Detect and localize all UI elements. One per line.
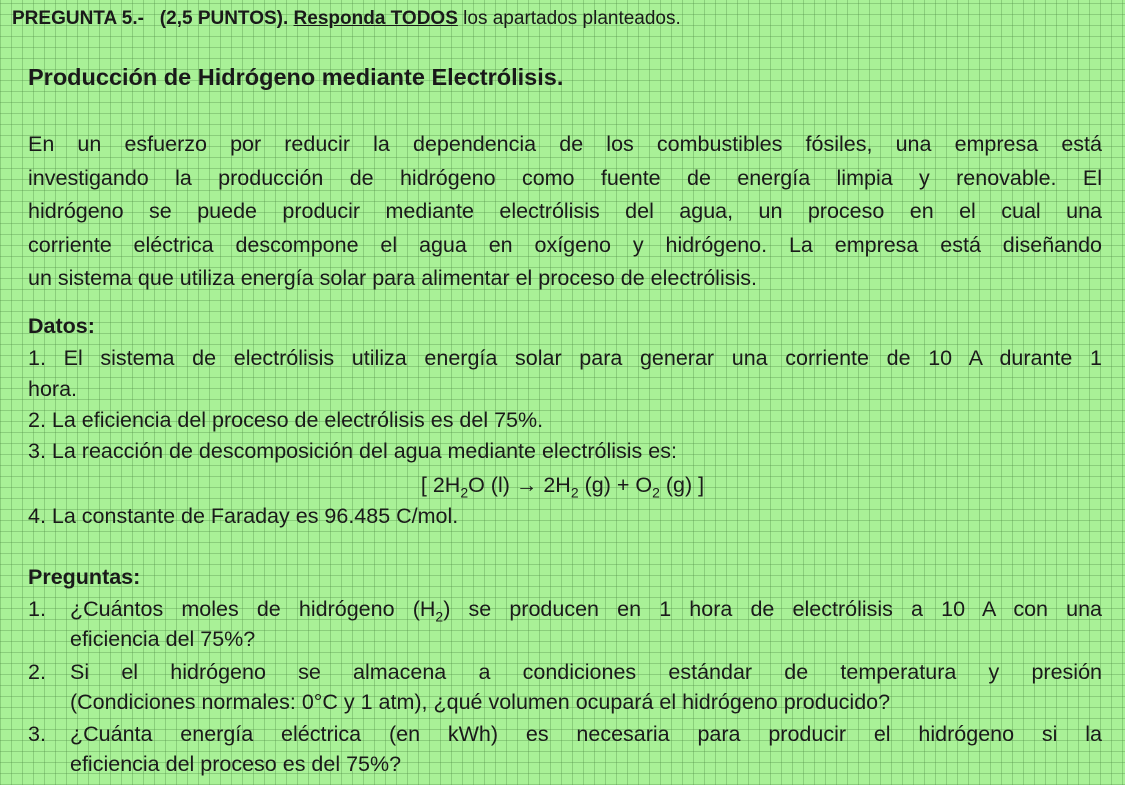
datos-item-2: 2. La eficiencia del proceso de electrólisis es del 75%.: [28, 408, 544, 432]
question-label: PREGUNTA 5.-: [12, 8, 144, 29]
question-header: [12, 8, 681, 30]
instruction-underlined: Responda TODOS: [293, 8, 458, 29]
datos-item-4: 4. La constante de Faraday es 96.485 C/mol.: [28, 504, 459, 528]
datos-item-1: 1. El sistema de electrólisis utiliza energía solar para generar una corriente de 10 A durante 1: [28, 346, 1102, 370]
points-label: (2,5 PUNTOS).: [159, 8, 289, 29]
intro-line: En un esfuerzo por reducir la dependencia de los combustibles fósiles, una empresa está: [28, 132, 1102, 156]
intro-paragraph: [28, 128, 1102, 296]
question-number: 1.: [28, 597, 46, 621]
datos-item-1-cont: hora.: [28, 377, 78, 401]
question-number: 2.: [28, 660, 46, 684]
question-2-line-1: Si el hidrógeno se almacena a condiciones estándar de temperatura y presión: [70, 660, 1102, 684]
reaction-equation: [ $2H_2O$ $(l) \to 2H_2$ $(g) + O_2$ (g) ]: [420, 473, 705, 501]
intro-line: un sistema que utiliza energía solar para alimentar el proceso de electrólisis.: [28, 266, 757, 290]
preguntas-heading: Preguntas:: [28, 565, 141, 589]
instruction-rest: los apartados planteados.: [463, 8, 681, 29]
question-3-line-1: ¿Cuánta energía eléctrica (en kWh) es necesaria para producir el hidrógeno si la: [70, 722, 1102, 746]
datos-item-3: 3. La reacción de descomposición del agua mediante electrólisis es:: [28, 439, 677, 463]
intro-line: corriente eléctrica descompone el agua en oxígeno y hidrógeno. La empresa está diseñando: [28, 232, 1102, 257]
intro-line: hidrógeno se puede producir mediante electrólisis del agua, un proceso en el cual una: [28, 199, 1102, 223]
question-1-line-2: eficiencia del 75%?: [70, 627, 256, 651]
question-1-line-1: ¿Cuántos moles de hidrógeno $(H_2)$ se producen en 1 hora de electrólisis a 10 A con una: [70, 597, 1102, 625]
intro-line: investigando la producción de hidrógeno como fuente de energía limpia y renovable. El: [28, 165, 1102, 190]
datos-heading: Datos:: [28, 314, 95, 338]
question-3-line-2: eficiencia del proceso es del 75%?: [70, 752, 402, 776]
question-2-line-2: (Condiciones normales: 0°C y 1 atm), ¿qué volumen ocupará el hidrógeno producido?: [70, 690, 891, 714]
page-title: Producción de Hidrógeno mediante Electrólisis.: [28, 64, 564, 90]
question-number: 3.: [28, 722, 46, 746]
